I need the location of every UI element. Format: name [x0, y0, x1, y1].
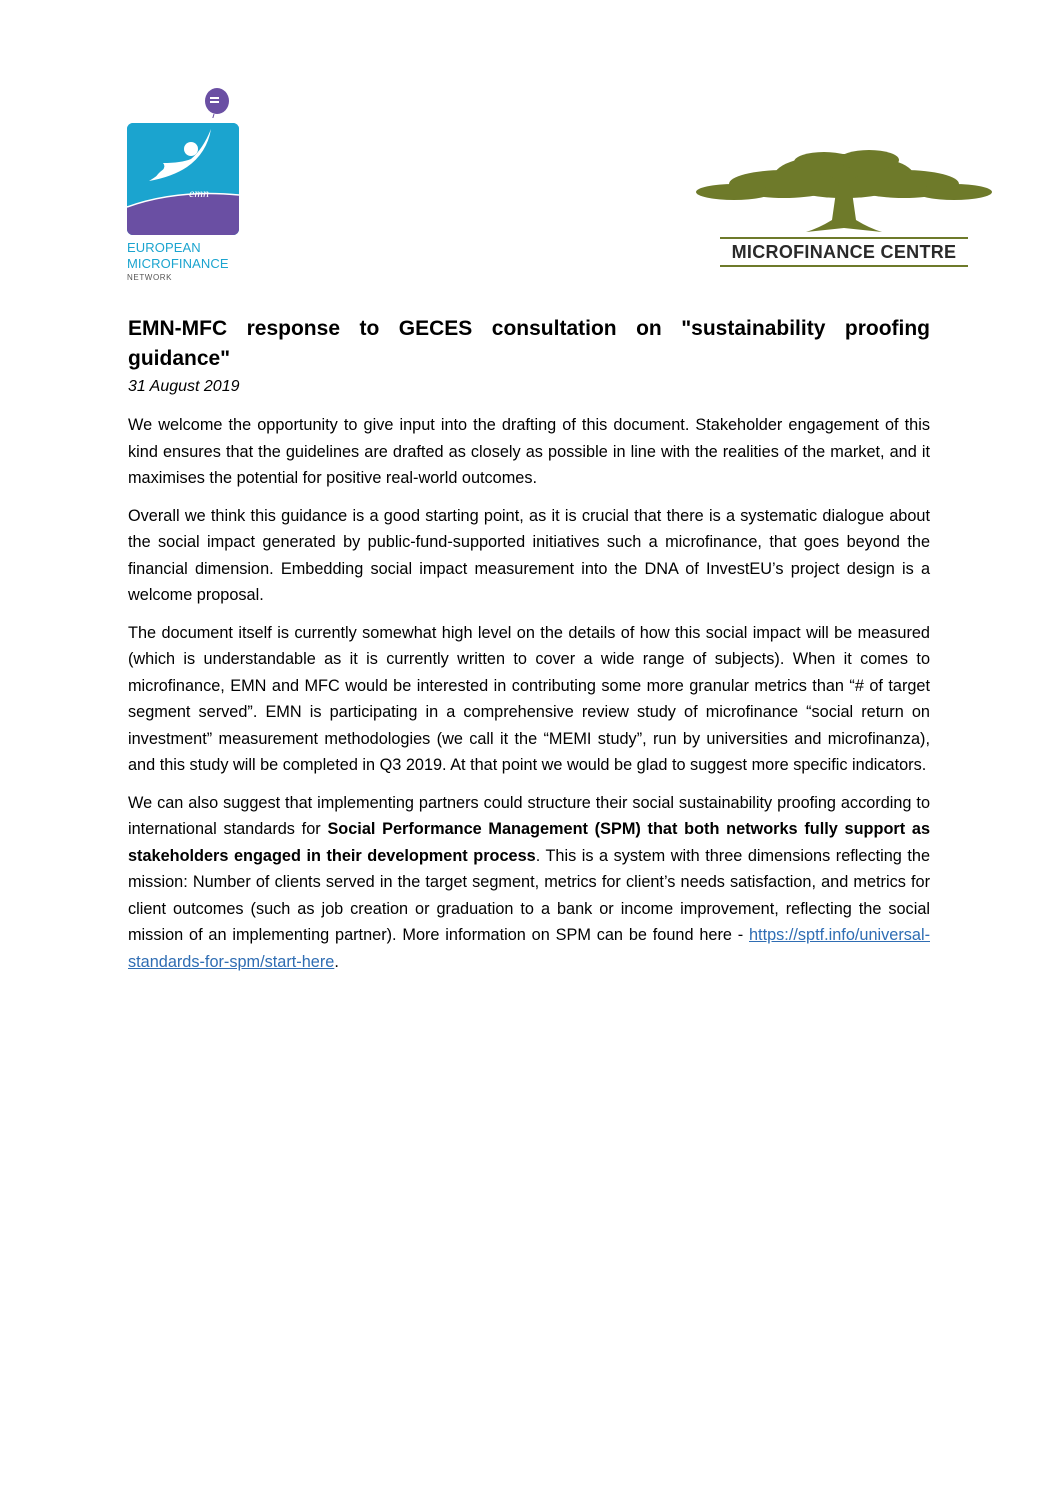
emn-name	[127, 240, 229, 284]
emn-name-line2: MICROFINANCE	[127, 256, 229, 271]
emn-name-line1: EUROPEAN	[127, 240, 201, 255]
paragraph-1: We welcome the opportunity to give input into the drafting of this document. Stakeholder engagement of this kind ensures that the guidelines are drafted as closely as possible in line with the realities of the market, and it maximises the potential for positive real-world outcomes.	[128, 416, 930, 487]
sptf-link[interactable]: https://sptf.info/universal-standards-for-spm/start-here	[128, 926, 930, 971]
document-title: EMN-MFC response to GECES consultation on "sustainability proofing guidance"	[128, 317, 930, 370]
mfc-bottom-rule	[720, 265, 968, 267]
paragraph-4-end: .	[334, 952, 339, 971]
emn-name-line3: NETWORK	[127, 273, 173, 282]
paragraph-4-start: We can also suggest that implementing partners could structure their social sustainability proofing according to international standards for	[128, 793, 930, 838]
paragraph-3: The document itself is currently somewhat high level on the details of how this social impact will be measured (which is understandable as it is currently written to cover a wide range of subjects). When it comes to microfinance, EMN and MFC would be interested in contributing some more granular metrics than “# of target segment served”. EMN is participating in a comprehensive review study of microfinance “social return on investment” measurement methodologies (we call it the “MEMI study”, run by universities and microfinanza), and this study will be completed in Q3 2019. At that point we would be glad to suggest more specific indicators.	[128, 623, 930, 774]
emn-mark	[127, 123, 239, 235]
mfc-top-rule	[720, 237, 968, 239]
document-date: 31 August 2019	[128, 378, 240, 395]
mfc-name: MICROFINANCE CENTRE	[731, 242, 957, 262]
mfc-logo	[694, 148, 994, 268]
tree-icon	[694, 148, 994, 236]
emn-logo	[127, 88, 242, 288]
document-body	[128, 314, 930, 986]
paragraph-2: Overall we think this guidance is a good starting point, as it is crucial that there is a systematic dialogue about the social impact generated by public-fund-supported initiatives such a microfinance, that goes beyond the financial dimension. Embedding social impact measurement into the DNA of InvestEU’s project design is a welcome proposal.	[128, 506, 930, 604]
paragraph-4	[128, 790, 930, 976]
emn-mark-text: emn	[189, 186, 209, 200]
paragraph-4-mid: . This is a system with three dimensions reflecting the mission: Number of clients served in the target segment, metrics for client’s needs satisfaction, and metrics for client outcomes (such as job creation or graduation to a bank or income improvement, reflecting the social mission of an implementing partner). More information on SPM can be found here -	[128, 846, 930, 944]
balloon-icon	[204, 88, 230, 118]
spm-emphasis: Social Performance Management (SPM) that both networks fully support as stakeholders engaged in their development process	[128, 820, 930, 865]
